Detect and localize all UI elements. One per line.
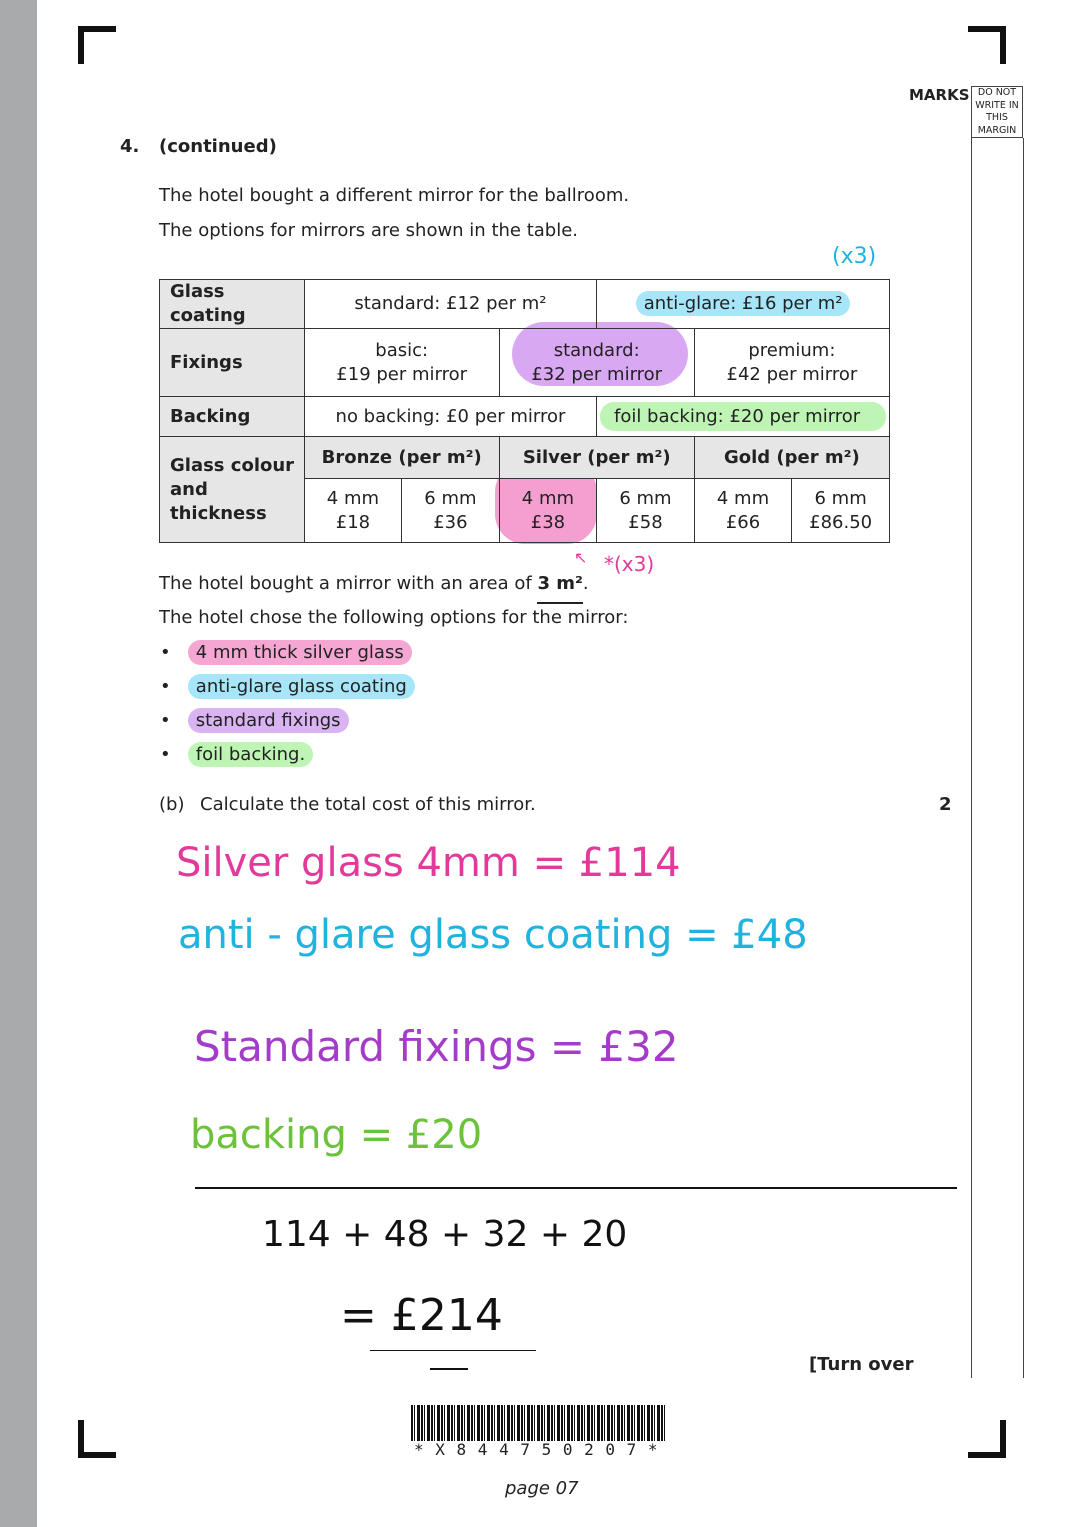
bronze-6mm: 6 mm £36 — [402, 479, 499, 543]
annotation-x3-bottom-arrow: ↖ — [574, 548, 588, 567]
fixings-basic: basic: £19 per mirror — [304, 329, 499, 397]
barcode — [411, 1405, 667, 1441]
left-gutter — [0, 0, 37, 1527]
mirror-options-table — [159, 279, 890, 543]
part-b-marks: 2 — [939, 794, 952, 815]
working-anti-glare: anti - glare glass coating = £48 — [178, 912, 808, 958]
silver-6mm: 6 mm £58 — [597, 479, 695, 543]
bronze-4mm: 4 mm £18 — [304, 479, 401, 543]
group-silver: Silver (per m²) — [499, 437, 694, 479]
working-sum: 114 + 48 + 32 + 20 — [262, 1214, 628, 1255]
silver-4mm: 4 mm £38 — [499, 479, 597, 543]
group-bronze: Bronze (per m²) — [304, 437, 499, 479]
total-underline-mark — [430, 1368, 468, 1370]
intro-line-2: The options for mirrors are shown in the table. — [159, 220, 579, 241]
bullet-standard-fixings: • standard fixings — [160, 710, 349, 731]
options-intro: The hotel chose the following options for the mirror: — [159, 607, 629, 628]
turn-over: [Turn over — [809, 1354, 914, 1375]
gold-4mm: 4 mm £66 — [694, 479, 791, 543]
crop-mark-top-left — [78, 26, 116, 64]
part-b-label: (b) — [159, 794, 185, 815]
barcode-text: * X 8 4 4 7 5 0 2 0 7 * — [414, 1440, 659, 1459]
working-standard-fixings: Standard fixings = £32 — [194, 1022, 679, 1071]
total-underline — [370, 1350, 536, 1351]
annotation-x3-bottom: *(x3) — [604, 552, 655, 576]
row-label-glass-coating: Glass coating — [160, 280, 305, 329]
margin-rule-right — [1023, 138, 1024, 1378]
bullet-anti-glare: • anti-glare glass coating — [160, 676, 415, 697]
page-number: page 07 — [505, 1478, 579, 1499]
crop-mark-bottom-right — [968, 1420, 1006, 1458]
working-total: = £214 — [340, 1290, 503, 1341]
crop-mark-bottom-left — [78, 1420, 116, 1458]
coating-anti-glare: anti-glare: £16 per m² — [636, 291, 851, 316]
group-gold: Gold (per m²) — [694, 437, 889, 479]
marks-header: MARKS — [909, 86, 970, 104]
intro-line-1: The hotel bought a different mirror for the ballroom. — [159, 185, 630, 206]
bullet-foil-backing: • foil backing. — [160, 744, 313, 765]
row-label-glass: Glass colour and thickness — [160, 437, 305, 543]
backing-foil: foil backing: £20 per mirror — [600, 402, 886, 431]
bullet-silver-glass: • 4 mm thick silver glass — [160, 642, 412, 663]
question-continued: (continued) — [159, 136, 277, 157]
answer-line — [195, 1187, 957, 1189]
part-b-question: Calculate the total cost of this mirror. — [200, 794, 536, 815]
working-silver-glass: Silver glass 4mm = £114 — [176, 840, 681, 886]
margin-note: DO NOT WRITE IN THIS MARGIN — [971, 86, 1023, 138]
crop-mark-top-right — [968, 26, 1006, 64]
fixings-standard: standard: £32 per mirror — [499, 329, 694, 397]
fixings-premium: premium: £42 per mirror — [694, 329, 889, 397]
row-label-fixings: Fixings — [160, 329, 305, 397]
question-number: 4. — [120, 136, 140, 157]
row-label-backing: Backing — [160, 397, 305, 437]
coating-standard: standard: £12 per m² — [304, 280, 597, 329]
backing-none: no backing: £0 per mirror — [304, 397, 597, 437]
gold-6mm: 6 mm £86.50 — [792, 479, 890, 543]
area-sentence: The hotel bought a mirror with an area of 3 m². — [159, 573, 589, 594]
annotation-x3-top: (x3) — [832, 244, 877, 269]
margin-rule-left — [971, 138, 972, 1378]
working-backing: backing = £20 — [190, 1112, 483, 1158]
